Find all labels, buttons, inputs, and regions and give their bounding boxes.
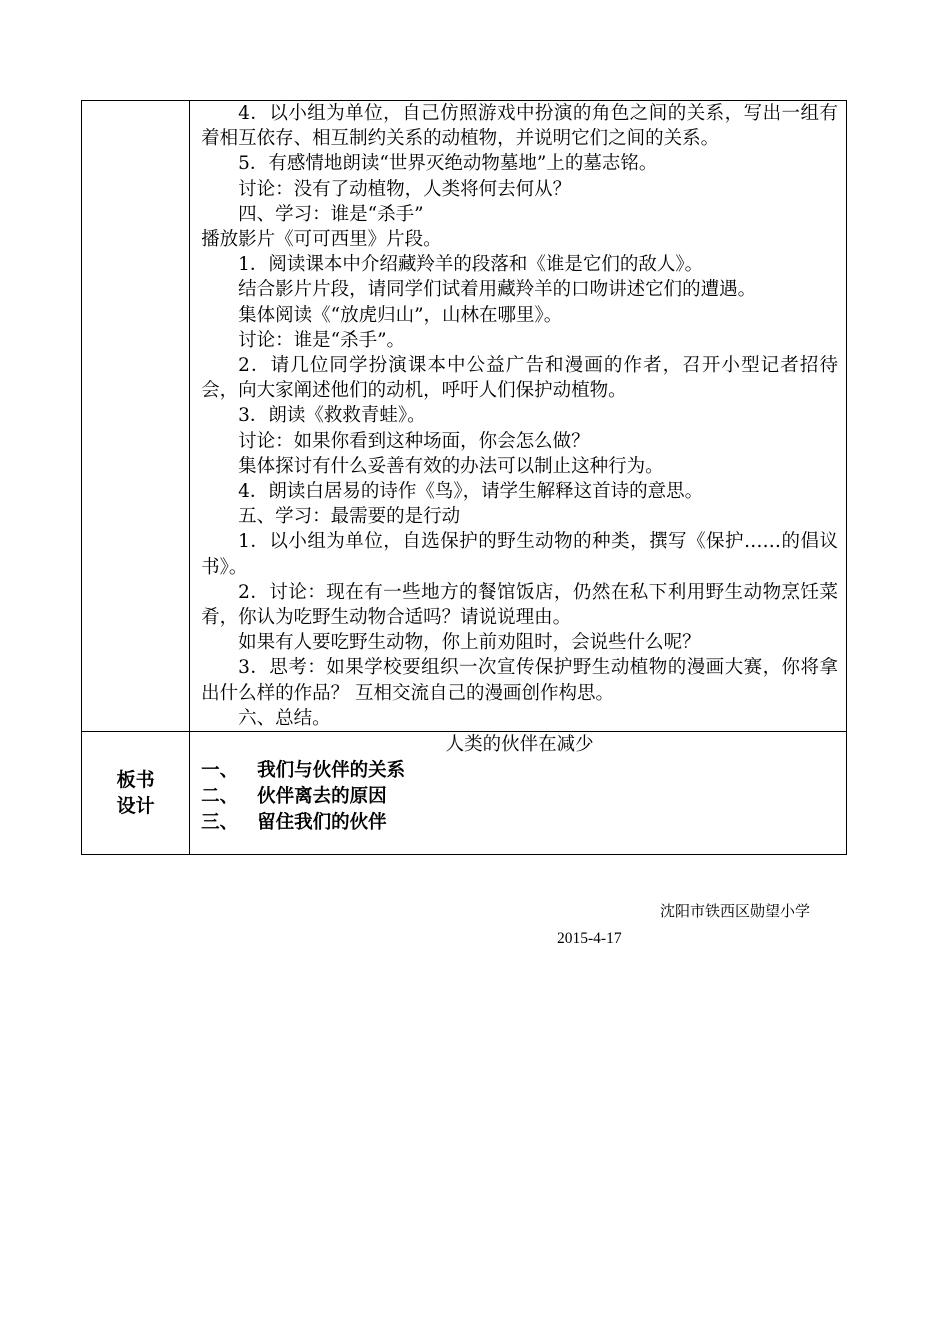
footer-school-name: 沈阳市铁西区勋望小学 [660,902,811,920]
board-item [201,758,838,784]
footer-date: 2015-4-17 [557,930,622,947]
paragraph: 4．朗读白居易的诗作《鸟》，请学生解释这首诗的意思。 [238,481,704,503]
paragraph: 集体探讨有什么妥善有效的办法可以制止这种行为。 [238,455,664,477]
paragraph: 3．朗读《救救青蛙》。 [238,405,426,427]
paragraph: 讨论：如果你看到这种场面，你会怎么做？ [238,430,590,452]
board-title: 人类的伙伴在减少 [445,734,594,756]
board-label-line1: 板书 [116,769,155,792]
section-heading: 五、学习：最需要的是行动 [238,506,461,528]
board-item-number: 一、 [201,760,239,782]
paragraph: 1．以小组为单位，自选保护的野生动物的种类，撰写《保护……的倡议书》。 [201,531,838,578]
paragraph: 2．讨论：现在有一些地方的餐馆饭店，仍然在私下利用野生动物烹饪菜肴，你认为吃野生动物合适吗？请说说理由。 [201,581,838,629]
board-design-row [82,732,847,855]
board-item-number: 三、 [201,812,239,834]
board-design-label-cell [82,732,190,855]
process-label-cell [82,101,190,732]
board-item-text: 伙伴离去的原因 [257,786,387,808]
paragraph: 讨论：没有了动植物，人类将何去何从？ [238,178,572,200]
section-heading: 六、总结。 [238,707,331,729]
section-heading: 四、学习：谁是“杀手” [238,203,424,225]
paragraph: 讨论：谁是“杀手”。 [238,329,406,351]
board-label-line2: 设计 [116,795,155,818]
paragraph: 如果有人要吃野生动物，你上前劝阻时，会说些什么呢？ [238,632,701,654]
paragraph: 结合影片片段，请同学们试着用藏羚羊的口吻讲述它们的遭遇。 [238,279,757,301]
paragraph: 4．以小组为单位，自己仿照游戏中扮演的角色之间的关系，写出一组有着相互依存、相互制约关系的动植物，并说明它们之间的关系。 [201,103,838,150]
paragraph: 播放影片《可可西里》片段。 [201,229,442,251]
paragraph: 3．思考：如果学校要组织一次宣传保护野生动植物的漫画大赛，你将拿出什么样的作品？ 互相交流自己的漫画创作构思。 [201,657,838,704]
process-row [82,101,847,732]
board-item-number: 二、 [201,786,239,808]
paragraph: 1．阅读课本中介绍藏羚羊的段落和《谁是它们的敌人》。 [238,254,704,276]
board-item [201,784,838,810]
board-item-text: 留住我们的伙伴 [257,812,387,834]
board-item [201,810,838,836]
paragraph: 5．有感情地朗读“世界灭绝动物墓地”上的墓志铭。 [238,153,658,175]
paragraph: 2．请几位同学扮演课本中公益广告和漫画的作者，召开小型记者招待会，向大家阐述他们的动机，呼吁人们保护动植物。 [201,355,838,402]
lesson-plan-table [81,100,847,855]
process-content-cell [190,101,847,732]
board-item-text: 我们与伙伴的关系 [257,760,406,782]
paragraph: 集体阅读《“放虎归山”，山林在哪里》。 [238,304,563,326]
board-design-content-cell [190,732,847,855]
